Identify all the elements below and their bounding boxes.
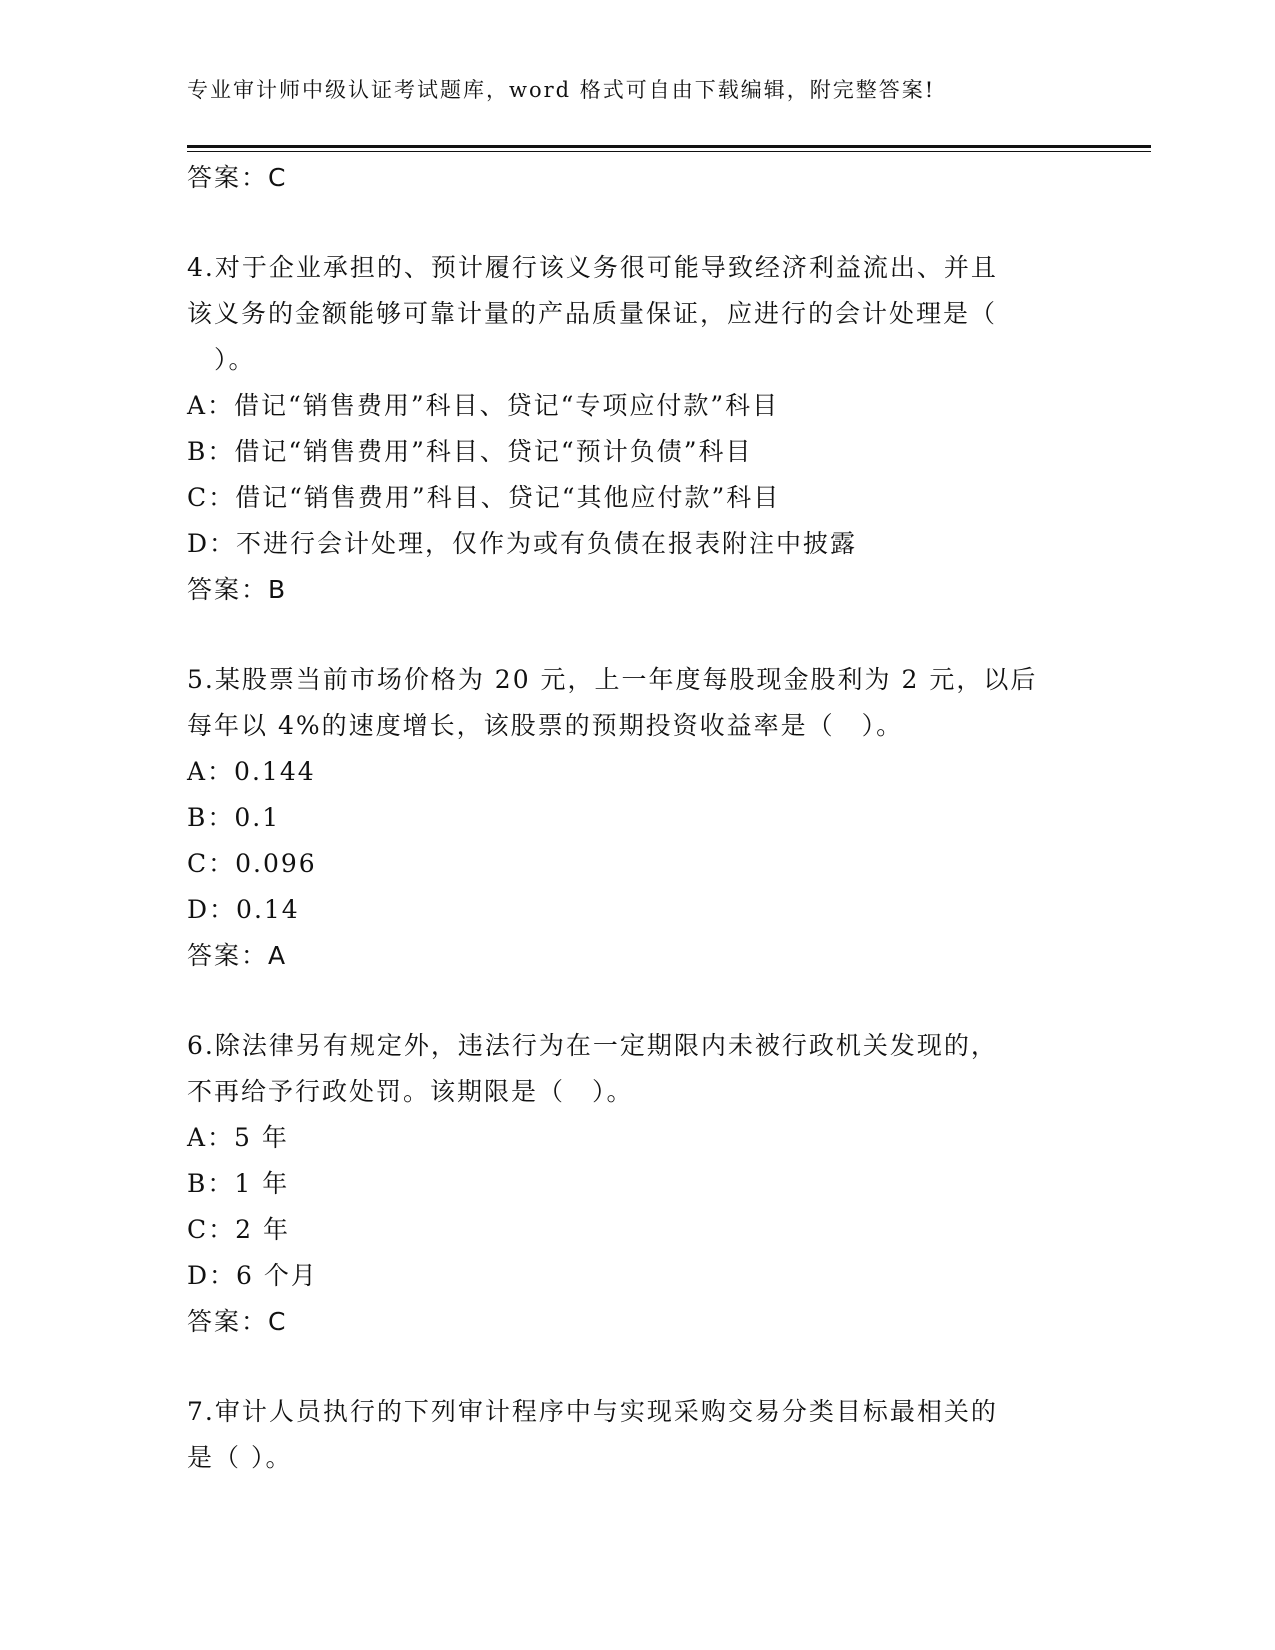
option-a: A：借记“销售费用”科目、贷记“专项应付款”科目	[187, 391, 780, 420]
question-text: 每年以 4%的速度增长，该股票的预期投资收益率是（ ）。	[187, 711, 904, 740]
option-b: B：借记“销售费用”科目、贷记“预计负债”科目	[187, 437, 753, 466]
question-list	[187, 155, 1087, 1481]
question-text: 5.某股票当前市场价格为 20 元，上一年度每股现金股利为 2 元，以后	[187, 665, 1038, 694]
option-c: C：2 年	[187, 1215, 290, 1244]
question-text: 6.除法律另有规定外，违法行为在一定期限内未被行政机关发现的，	[187, 1031, 998, 1060]
option-b: B：1 年	[187, 1169, 290, 1198]
header-divider-thick	[187, 145, 1151, 148]
answer-line: 答案：A	[187, 941, 288, 970]
option-c: C：借记“销售费用”科目、贷记“其他应付款”科目	[187, 483, 781, 512]
option-b: B：0.1	[187, 803, 281, 832]
option-a: A：5 年	[187, 1123, 289, 1152]
question-block	[187, 245, 1087, 613]
option-d: D：0.14	[187, 895, 300, 924]
option-d: D：不进行会计处理，仅作为或有负债在报表附注中披露	[187, 529, 858, 558]
header-divider-thin	[187, 151, 1151, 152]
question-block	[187, 1023, 1087, 1345]
option-d: D：6 个月	[187, 1261, 318, 1290]
answer-line: 答案：B	[187, 575, 288, 604]
question-block	[187, 1389, 1087, 1481]
page-header: 专业审计师中级认证考试题库，word 格式可自由下载编辑，附完整答案!	[187, 78, 936, 102]
option-c: C：0.096	[187, 849, 317, 878]
question-block	[187, 657, 1087, 979]
question-text: 7.审计人员执行的下列审计程序中与实现采购交易分类目标最相关的	[187, 1397, 998, 1426]
question-text: 4.对于企业承担的、预计履行该义务很可能导致经济利益流出、并且	[187, 253, 998, 282]
question-text: 是（ ）。	[187, 1443, 293, 1472]
question-text: ）。	[187, 345, 256, 374]
question-text: 该义务的金额能够可靠计量的产品质量保证，应进行的会计处理是（	[187, 299, 998, 328]
question-text: 不再给予行政处罚。该期限是（ ）。	[187, 1077, 634, 1106]
option-a: A：0.144	[187, 757, 316, 786]
answer-line: 答案：C	[187, 1307, 288, 1336]
answer-line: 答案：C	[187, 163, 288, 192]
